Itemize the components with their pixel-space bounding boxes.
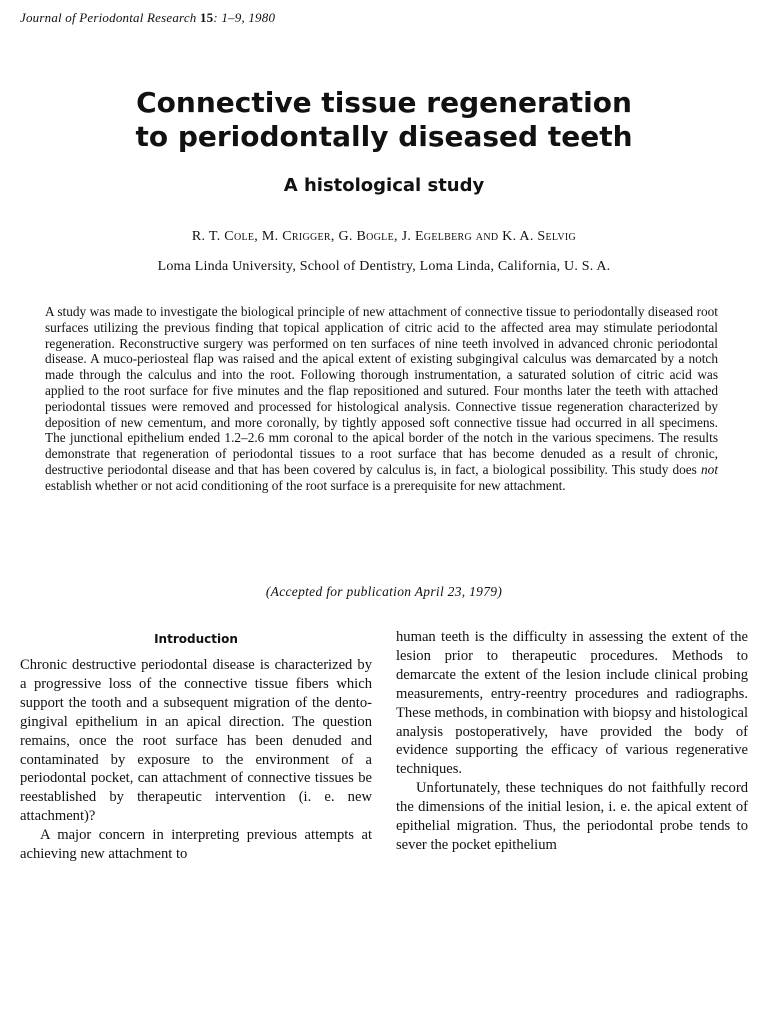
title-line-2: to periodontally diseased teeth (135, 120, 633, 153)
affiliation: Loma Linda University, School of Dentistry, Loma Linda, California, U. S. A. (157, 259, 611, 274)
abstract-text-2: establish whether or not acid conditioning of the root surface is a prerequisite for new attachment. (45, 477, 566, 493)
paragraph: Chronic destructive periodontal disease is characterized by a progressive loss of the connective tissue fibers which support the tooth and a subsequent migration of the dento-gingival epithelium in an apical direction. The question remains, once the root surface has been denuded and contaminated by exposure to the environment of a periodontal pocket, can attachment of connective tissues be reestablished by therapeutic intervention (i. e. new attachment)? (20, 657, 372, 825)
accepted-date: (Accepted for publication April 23, 1979) (265, 584, 503, 599)
body-column-left (20, 628, 372, 864)
journal-volume: 15 (199, 10, 214, 25)
title-line-1: Connective tissue regeneration (136, 86, 632, 119)
journal-citation (20, 10, 275, 26)
journal-pages: : 1–9, 1980 (213, 10, 276, 25)
abstract-text-1: A study was made to investigate the biological principle of new attachment of connective tissue to periodontally diseased root surfaces utilizing the previous finding that topical application of citric acid to the affected area may stimulate periodontal regeneration. Reconstructive surgery was performed on ten surfaces of nine teeth involved in advanced chronic periodontal disease. A muco-periosteal flap was raised and the apical extent of existing subgingival calculus was demarcated by a notch made through the calculus and into the root. Following thorough instrumentation, a saturated solution of citric acid was applied to the root surface for five minutes and the flap repositioned and sutured. Four months later the teeth with attached periodontal tissues were removed and processed for histological analysis. Connective tissue regeneration characterized by deposition of new cementum, and more coronally, by tightly apposed soft connective tissue had occurred in all specimens. The junctional epithelium ended 1.2–2.6 mm coronal to the apical border of the notch in the various specimens. The results demonstrate that regeneration of periodontal tissues to a root surface that has become denuded as a result of chronic, destructive periodontal disease and that has been covered by calculus is, in fact, a biological possibility. This study does (45, 304, 718, 477)
paragraph: Unfortunately, these techniques do not faithfully record the dimensions of the initial lesion, i. e. the apical extent of epithelial migration. Thus, the periodontal probe tends to sever the pocket epithelium (396, 780, 748, 853)
author-list: R. T. Cole, M. Crigger, G. Bogle, J. Egelberg and K. A. Selvig (191, 229, 577, 244)
article-title (0, 86, 768, 154)
paragraph: human teeth is the difficulty in assessing the extent of the lesion prior to therapeutic procedures. Methods to demarcate the extent of the lesion include clinical probing measurements, entry-reentry procedures and radiographs. These methods, in combination with biopsy and histological analysis postoperatively, have provided the body of evidence supporting the efficacy of various regenerative techniques. (396, 629, 748, 778)
journal-name: Journal of Periodontal Research (20, 10, 197, 25)
body-column-right (396, 628, 748, 855)
article-subtitle: A histological study (283, 175, 485, 196)
abstract (45, 304, 718, 494)
abstract-emphasis: not (701, 461, 719, 477)
section-heading-introduction: Introduction (154, 632, 238, 646)
paragraph: A major concern in interpreting previous attempts at achieving new attachment to (20, 827, 372, 863)
